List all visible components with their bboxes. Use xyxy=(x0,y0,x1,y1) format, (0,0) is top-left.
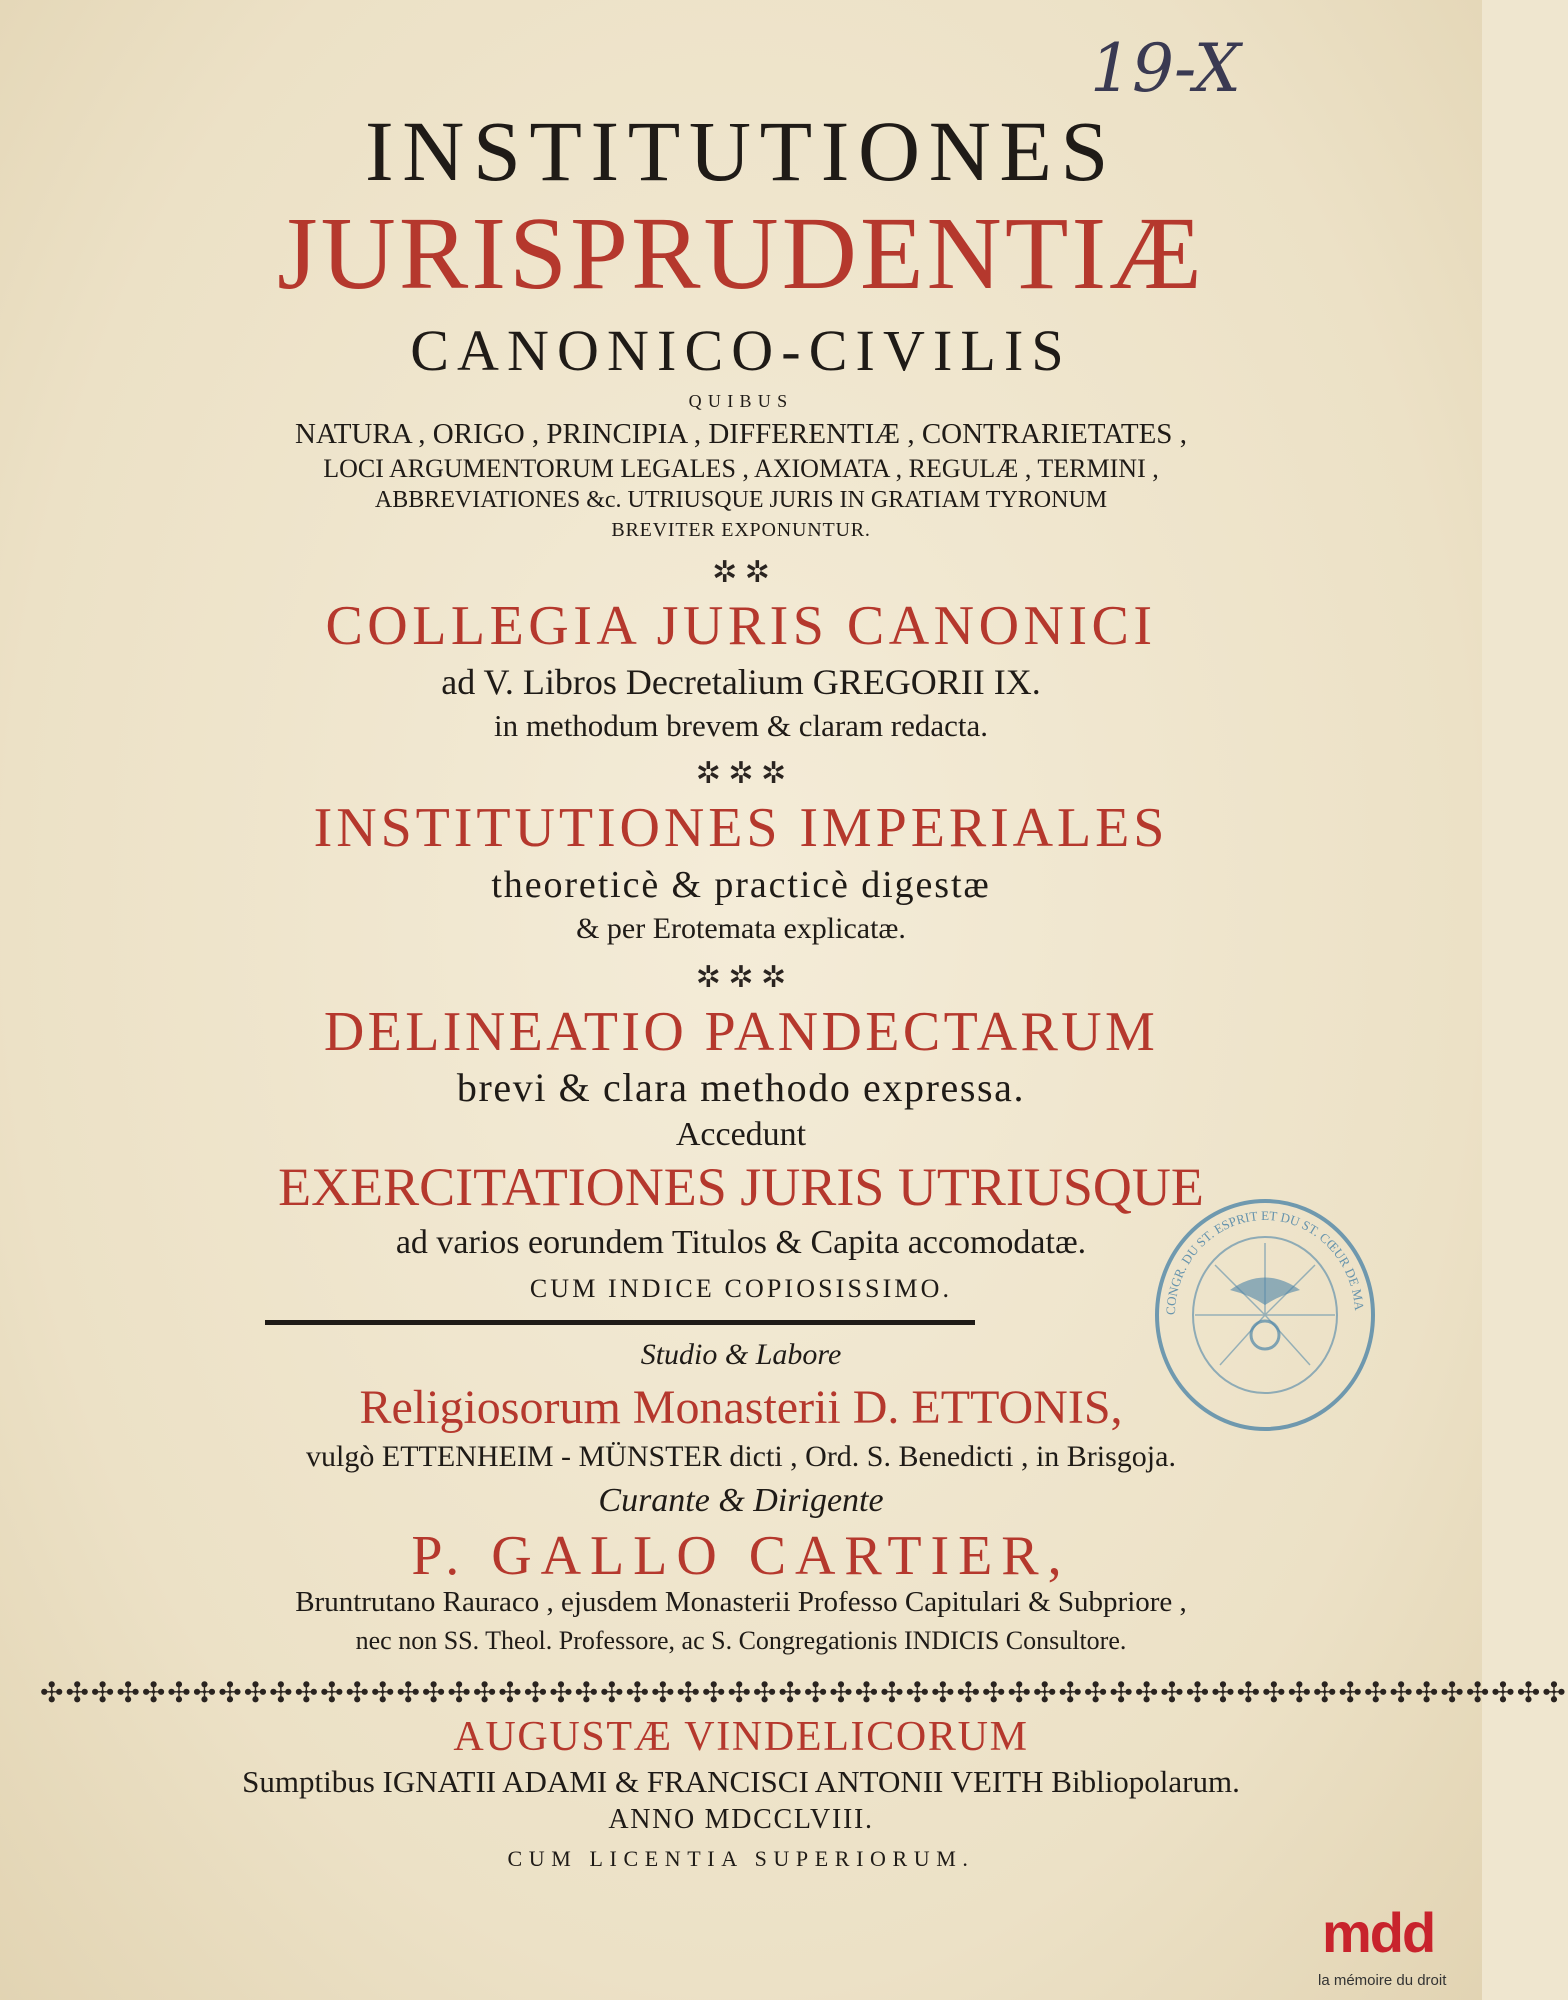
section3-heading: DELINEATIO PANDECTARUM xyxy=(323,1001,1159,1063)
subtitle-line-4: BREVITER EXPONUNTUR. xyxy=(611,519,871,541)
section3-line-1: brevi & clara methodo expressa. xyxy=(456,1065,1026,1110)
section4-heading: EXERCITATIONES JURIS UTRIUSQUE xyxy=(278,1157,1204,1217)
mdd-logo-tagline: la mémoire du droit xyxy=(1318,1972,1447,1989)
section2-heading: INSTITUTIONES IMPERIALES xyxy=(313,797,1169,859)
subtitle-quibus: QUIBUS xyxy=(688,391,794,411)
section1-heading: COLLEGIA JURIS CANONICI xyxy=(325,595,1157,657)
ornament-row: ✣✣✣✣✣✣✣✣✣✣✣✣✣✣✣✣✣✣✣✣✣✣✣✣✣✣✣✣✣✣✣✣✣✣✣✣✣✣✣✣✣✣✣✣✣✣✣✣✣✣✣✣✣✣✣✣✣✣✣✣ xyxy=(40,1678,1568,1709)
authors-description-2: nec non SS. Theol. Professore, ac S. Congregationis INDICIS Consultore. xyxy=(355,1626,1127,1655)
imprint-licentia: CUM LICENTIA SUPERIORUM. xyxy=(507,1846,975,1871)
authors-studio: Studio & Labore xyxy=(640,1338,842,1371)
subtitle-line-2: LOCI ARGUMENTORUM LEGALES , AXIOMATA , REGULÆ , TERMINI , xyxy=(323,454,1159,483)
authors-vulgo: vulgò ETTENHEIM - MÜNSTER dicti , Ord. S. Benedicti , in Brisgoja. xyxy=(306,1440,1176,1473)
section4-accedunt: Accedunt xyxy=(675,1116,807,1153)
authors-description-1: Bruntrutano Rauraco , ejusdem Monasterii Professo Capitulari & Subpriore , xyxy=(295,1586,1187,1618)
subtitle-line-3: ABBREVIATIONES &c. UTRIUSQUE JURIS IN GRATIAM TYRONUM xyxy=(374,487,1108,513)
title-line-canonico-civilis: CANONICO-CIVILIS xyxy=(410,318,1072,383)
authors-religiosorum: Religiosorum Monasterii D. ETTONIS, xyxy=(359,1381,1123,1434)
stamp-text: CONGR. DU ST. ESPRIT ET DU ST. CŒUR DE MA xyxy=(1162,1207,1367,1316)
title-line-institutiones: INSTITUTIONES xyxy=(365,103,1117,199)
section2-line-2: & per Erotemata explicatæ. xyxy=(576,912,906,945)
star-ornament-1: ✲ ✲ xyxy=(712,556,770,589)
library-stamp xyxy=(1150,1195,1380,1435)
section2-line-1: theoreticè & practicè digestæ xyxy=(491,864,991,906)
mdd-logo xyxy=(1318,1900,1472,1990)
mdd-logo-letters: mdd xyxy=(1322,1901,1435,1964)
imprint-city: AUGUSTÆ VINDELICORUM xyxy=(453,1714,1029,1760)
authors-name: P. GALLO CARTIER, xyxy=(411,1525,1071,1587)
section1-line-2: in methodum brevem & claram redacta. xyxy=(493,708,989,743)
section1-line-1: ad V. Libros Decretalium GREGORII IX. xyxy=(441,662,1041,702)
handwritten-shelfmark: 19-X xyxy=(1090,30,1241,107)
section4-line-2: CUM INDICE COPIOSISSIMO. xyxy=(529,1274,953,1303)
imprint-publisher: Sumptibus IGNATII ADAMI & FRANCISCI ANTONII VEITH Bibliopolarum. xyxy=(242,1764,1240,1799)
star-ornament-3: ✲ ✲ ✲ xyxy=(695,961,787,994)
divider-rule xyxy=(265,1320,975,1325)
section4-line-1: ad varios eorundem Titulos & Capita accomodatæ. xyxy=(395,1224,1087,1261)
authors-curante: Curante & Dirigente xyxy=(598,1482,884,1519)
star-ornament-2: ✲ ✲ ✲ xyxy=(695,757,787,790)
subtitle-line-1: NATURA , ORIGO , PRINCIPIA , DIFFERENTIÆ , CONTRARIETATES , xyxy=(295,418,1187,450)
title-line-jurisprudentiae: JURISPRUDENTIÆ xyxy=(277,196,1205,311)
imprint-year: ANNO MDCCLVIII. xyxy=(608,1804,874,1835)
